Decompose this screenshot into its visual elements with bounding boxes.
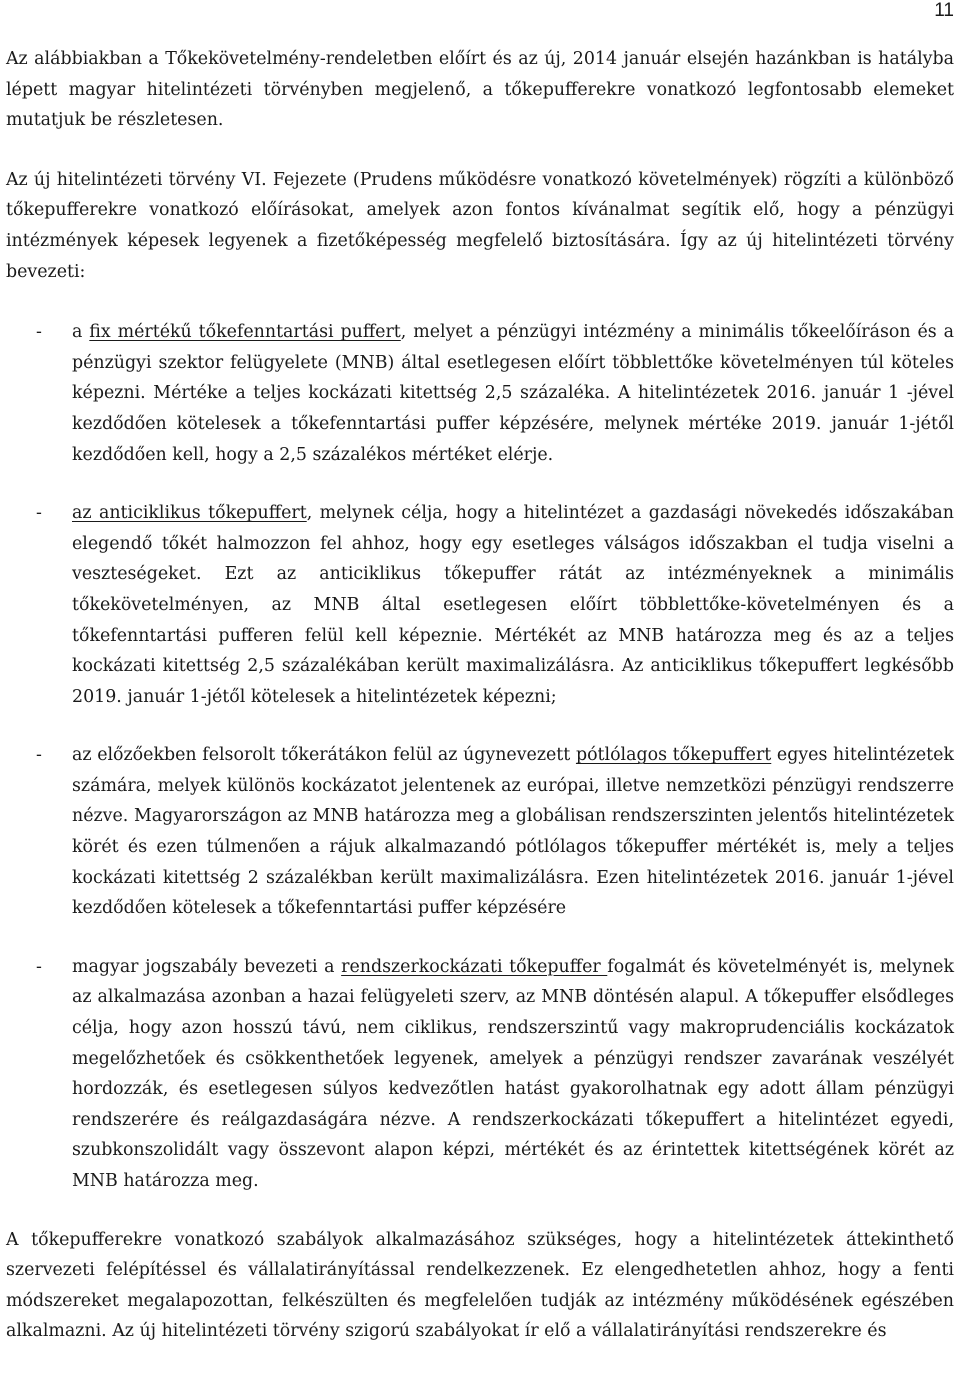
list-dash: - (36, 503, 42, 524)
list-item-text: az előzőekben felsorolt tőkerátákon felül az úgynevezett pótlólagos tőkepuffert egyes hitelintézetek számára, melyek különös kockázatot jelentenek az európai, illetve nemzetközi pénzügyi rendszerre nézve. Magyarországon az MNB határozza meg a globálisan rendszerszinten jelentős hitelintézetek körét és ezen túlmenően a rájuk alkalmazandó pótlólagos tőkepuffer mértékét is, mely a teljes kockázati kitettség 2 százalékban került maximalizálásra. Ezen hitelintézetek 2016. január 1-jével kezdődően kötelesek a tőkefenntartási puffer képzésére (72, 745, 954, 919)
page-number: 11 (934, 0, 954, 21)
list-dash: - (36, 322, 42, 343)
list-item-countercyclical-buffer (6, 498, 954, 712)
capital-buffer-list (6, 317, 954, 1196)
law-paragraph: Az új hitelintézeti törvény VI. Fejezete (Prudens működésre vonatkozó követelmények) rögzíti a különböző tőkepufferekre vonatkozó előírásokat, amelyek azon fontos kívánalmat segítik elő, hogy a pénzügyi intézmények képesek legyenek a fizetőképesség megfelelő biztosítására. Így az új hitelintézeti törvény bevezeti: (6, 169, 954, 282)
underlined-term: az anticiklikus tőkepuffert (72, 503, 307, 524)
intro-paragraph: Az alábbiakban a Tőkekövetelmény-rendeletben előírt és az új, 2014 január elsején hazánkban is hatályba lépett magyar hitelintézeti törvényben megjelenő, a tőkepufferekre vonatkozó legfontosabb elemeket mutatjuk be részletesen. (6, 49, 954, 131)
list-item-systemic-risk-buffer (6, 952, 954, 1197)
list-item-text: az anticiklikus tőkepuffert, melynek célja, hogy a hitelintézet a gazdasági növekedés időszakában elegendő tőkét halmozzon fel ahhoz, hogy egy esetleges válságos időszakban el tudja viselni a veszteségeket. Ezt az anticiklikus tőkepuffer rátát az intézményeknek a minimális tőkekövetelményen, az MNB által esetlegesen előírt többlettőke-követelményen és a tőkefenntartási pufferen felül kell képeznie. Mértékét az MNB határozza meg és az a teljes kockázati kitettség 2,5 százalékában került maximalizálásra. Az anticiklikus tőkepuffert legkésőbb 2019. január 1-jétől kötelesek a hitelintézetek képezni; (72, 503, 955, 707)
underlined-term: fix mértékű tőkefenntartási puffert (89, 322, 401, 343)
document-body (6, 44, 954, 1347)
list-item-text: magyar jogszabály bevezeti a rendszerkockázati tőkepuffer fogalmát és követelményét is, melynek az alkalmazása azonban a hazai felügyeleti szerv, az MNB döntésén alapul. A tőkepuffer elsődleges célja, hogy azon hosszú távú, nem ciklikus, rendszerszintű vagy makroprudenciális kockázatok megelőzhetőek és csökkenthetőek legyenek, amelyek a pénzügyi rendszer zavarának veszélyét hordozzák, és esetlegesen súlyos kedvezőtlen hatást gyakorolhatnak egy adott állam pénzügyi rendszerére és reálgazdaságára nézve. A rendszerkockázati tőkepuffert a hitelintézet egyedi, szubkonszolidált vagy összevont alapon képzi, mértékét és az érintettek kitettségének körét az MNB határozza meg. (72, 956, 954, 1191)
list-dash: - (36, 956, 42, 977)
list-item-additional-buffer (6, 740, 954, 924)
list-dash: - (36, 745, 42, 766)
closing-paragraph: A tőkepufferekre vonatkozó szabályok alkalmazásához szükséges, hogy a hitelintézetek áttekinthető szervezeti felépítéssel és vállalatirányítással rendelkezzenek. Ez elengedhetetlen ahhoz, hogy a fenti módszereket megalapozottan, felkészülten és megfelelően tudják az intézmény működésének egészében alkalmazni. Az új hitelintézeti törvény szigorú szabályokat ír elő a vállalatirányítási rendszerekre és (6, 1229, 954, 1342)
underlined-term: rendszerkockázati tőkepuffer (341, 956, 608, 977)
underlined-term: pótlólagos tőkepuffert (575, 745, 772, 766)
list-item-text: a fix mértékű tőkefenntartási puffert, melyet a pénzügyi intézmény a minimális tőkeelőíráson és a pénzügyi szektor felügyelete (MNB) által esetlegesen előírt többlettőke követelményen túl köteles képezni. Mértéke a teljes kockázati kitettség 2,5 százaléka. A hitelintézetek 2016. január 1 -jével kezdődően kötelesek a tőkefenntartási puffer képzésére, melynek mértéke 2019. január 1-jétől kezdődően kell, hogy a 2,5 százalékos mértéket elérje. (72, 322, 954, 465)
list-item-fixed-buffer (6, 317, 954, 470)
